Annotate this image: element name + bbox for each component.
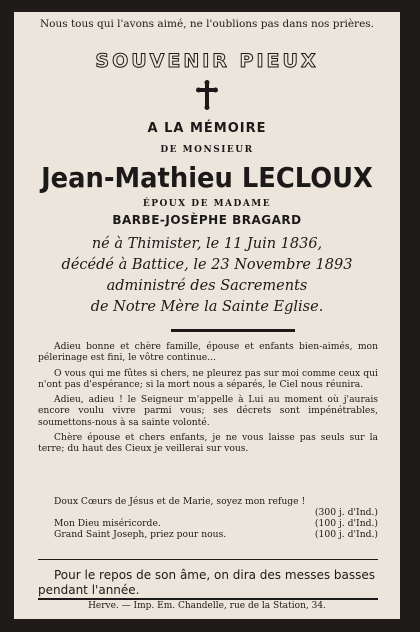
header-line: Nous tous qui l'avons aimé, ne l'oublions pas dans nos prières. bbox=[39, 18, 375, 30]
card-title: SOUVENIR PIEUX bbox=[95, 50, 319, 72]
mass-notice: Pour le repos de son âme, on dira des messes basses pendant l'année. bbox=[38, 568, 376, 597]
prayer-text: Mon Dieu miséricorde. bbox=[54, 518, 161, 529]
death-line: décédé à Battice, le 23 Novembre 1893 bbox=[61, 257, 353, 273]
wife-name: BARBE-JOSÈPHE BRAGARD bbox=[112, 213, 302, 227]
paragraph: O vous qui me fûtes si chers, ne pleurez pas sur moi comme ceux qui n'ont pas d'espérance; si la mort nous a séparés, le Ciel nous réunira. bbox=[38, 367, 378, 390]
separator bbox=[38, 559, 378, 560]
prayer-intro: Doux Cœurs de Jésus et de Marie, soyez mon refuge ! bbox=[54, 496, 306, 507]
divider bbox=[171, 329, 295, 332]
epoux-label: ÉPOUX DE MADAME bbox=[142, 199, 272, 209]
prayer-row bbox=[38, 507, 378, 518]
indulgence: (100 j. d'Ind.) bbox=[314, 518, 378, 529]
memorial-card bbox=[14, 12, 400, 619]
paragraph: Adieu bonne et chère famille, épouse et enfants bien-aimés, mon pélerinage est fini, le vôtre continue... bbox=[38, 341, 378, 364]
birth-line: né à Thimister, le 11 Juin 1836, bbox=[91, 236, 323, 252]
separator bbox=[38, 598, 378, 600]
prayer-row bbox=[38, 529, 378, 540]
printer-line: Herve. — Imp. Em. Chandelle, rue de la Station, 34. bbox=[88, 601, 326, 611]
prayer-row bbox=[38, 518, 378, 529]
de-monsieur: DE MONSIEUR bbox=[160, 145, 254, 155]
paragraph: Chère épouse et chers enfants, je ne vous laisse pas seuls sur la terre; du haut des Cieux je veillerai sur vous. bbox=[38, 432, 378, 455]
farewell-text bbox=[38, 341, 378, 459]
prayer-text: Grand Saint Joseph, priez pour nous. bbox=[54, 529, 227, 540]
indulgence: (100 j. d'Ind.) bbox=[314, 529, 378, 540]
prayers bbox=[38, 496, 378, 540]
paragraph: Adieu, adieu ! le Seigneur m'appelle à Lui au moment où j'aurais encore voulu vivre parmi vous; ses décrets sont impénétrables, soumettons-nous à sa sainte volonté. bbox=[38, 394, 378, 428]
cross-icon bbox=[14, 80, 400, 114]
church-line: de Notre Mère la Sainte Eglise. bbox=[90, 299, 324, 315]
sacraments-line: administré des Sacrements bbox=[106, 278, 308, 294]
indulgence: (300 j. d'Ind.) bbox=[314, 507, 378, 518]
memoire-heading: A LA MÉMOIRE bbox=[147, 121, 267, 136]
deceased-name: Jean-Mathieu LECLOUX bbox=[41, 161, 373, 194]
